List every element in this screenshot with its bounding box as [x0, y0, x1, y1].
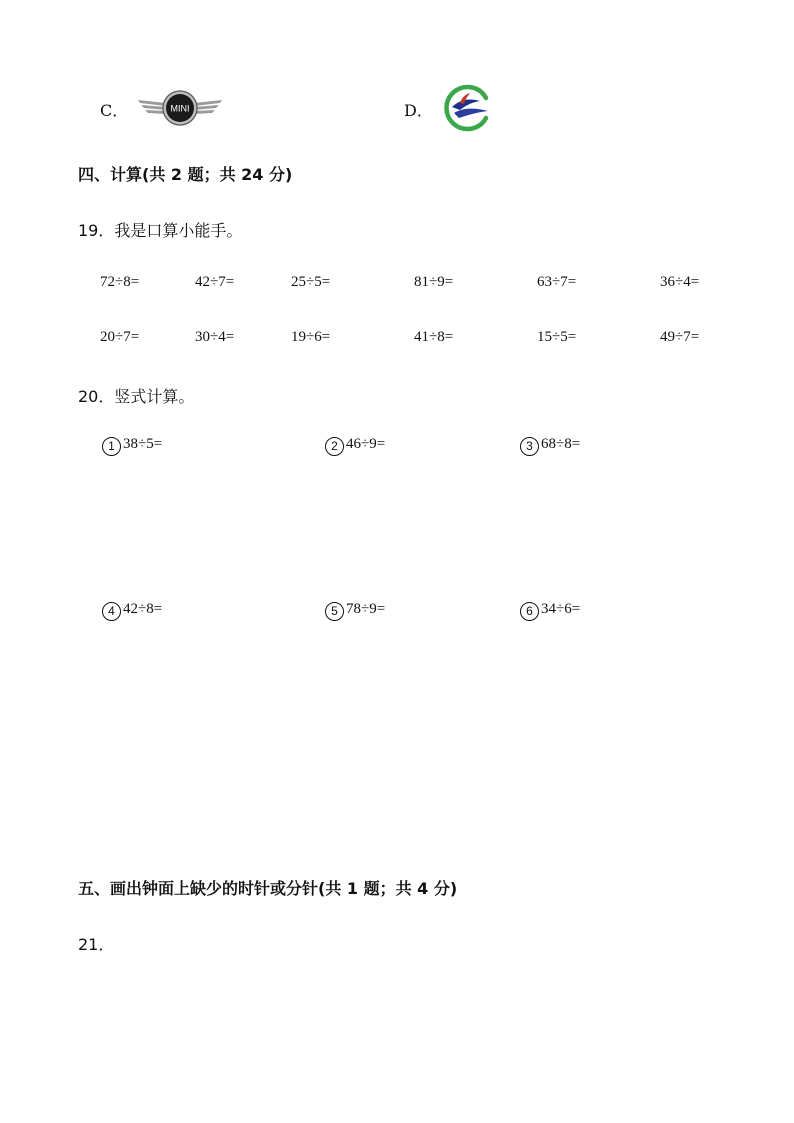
q19-expr: 42÷7= — [195, 274, 235, 290]
mini-winged-logo-icon — [136, 88, 224, 128]
section-4-title: 四、计算(共 2 题；共 24 分) — [78, 165, 293, 184]
section-5-title: 五、画出钟面上缺少的时针或分针(共 1 题；共 4 分) — [78, 879, 458, 898]
q20-item-5 — [325, 601, 385, 621]
mini-logo-text: MINI — [170, 103, 190, 114]
q20-expr: 46÷9= — [346, 436, 386, 452]
q19-expr: 72÷8= — [100, 274, 140, 290]
q20-item-1 — [102, 436, 162, 456]
circled-number: 5 — [325, 602, 344, 621]
q19-expr: 49÷7= — [660, 329, 700, 345]
option-d-label: D． — [404, 101, 433, 120]
q20-expr: 78÷9= — [346, 601, 386, 617]
circled-number: 1 — [102, 437, 121, 456]
q19-expr: 25÷5= — [291, 274, 331, 290]
q19-expr: 81÷9= — [414, 274, 454, 290]
q19-title: 19．我是口算小能手。 — [78, 221, 243, 240]
q19-expr: 20÷7= — [100, 329, 140, 345]
q19-expr: 36÷4= — [660, 274, 700, 290]
circled-number: 3 — [520, 437, 539, 456]
q20-title: 20．竖式计算。 — [78, 387, 195, 406]
q20-item-3 — [520, 436, 580, 456]
q20-expr: 34÷6= — [541, 601, 581, 617]
circled-number: 2 — [325, 437, 344, 456]
q20-expr: 42÷8= — [123, 601, 163, 617]
q20-item-2 — [325, 436, 385, 456]
circled-number: 6 — [520, 602, 539, 621]
q20-expr: 38÷5= — [123, 436, 163, 452]
q19-expr: 41÷8= — [414, 329, 454, 345]
option-c-label: C． — [100, 101, 129, 120]
q20-item-6 — [520, 601, 580, 621]
circled-number: 4 — [102, 602, 121, 621]
q19-expr: 19÷6= — [291, 329, 331, 345]
q20-item-4 — [102, 601, 162, 621]
q19-expr: 63÷7= — [537, 274, 577, 290]
bird-circle-logo-icon — [440, 81, 494, 135]
q21-title: 21． — [78, 935, 115, 954]
q19-expr: 15÷5= — [537, 329, 577, 345]
q19-expr: 30÷4= — [195, 329, 235, 345]
q20-expr: 68÷8= — [541, 436, 581, 452]
